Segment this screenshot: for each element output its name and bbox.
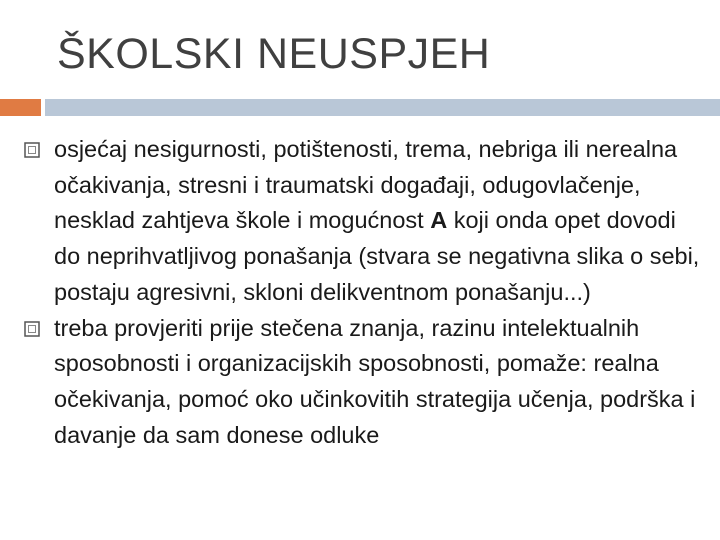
hollow-square-icon [24, 142, 40, 158]
bullet-list [24, 132, 704, 453]
bullet-text-bold: A [430, 207, 448, 234]
bullet-text: treba provjeriti prije stečena znanja, razinu intelektualnih sposobnosti i organizacijskih sposobnosti, pomaže: realna očekivanja, pomoć oko učinkovitih strategija učenja, podrška i davanje da sam donese odluke [54, 314, 696, 448]
title-accent-bar [0, 99, 41, 116]
bullet-item [24, 132, 704, 311]
bullet-text-part: osjećaj nesigurnosti, potištenosti, trema, nebriga ili nerealna očakivanja, stresni i traumatski događaji, odugovlačenje, nesklad zahtjeva škole i mogućnost [54, 136, 678, 234]
bullet-text-part: koji onda opet dovodi do neprihvatljivog ponašanja (stvara se negativna slika o sebi, postaju agresivni, skloni delikventnom ponašanju...) [54, 207, 700, 305]
hollow-square-icon [24, 321, 40, 337]
bullet-item [24, 311, 704, 454]
slide-title: ŠKOLSKI NEUSPJEH [57, 30, 491, 78]
title-underline-bar [45, 99, 720, 116]
